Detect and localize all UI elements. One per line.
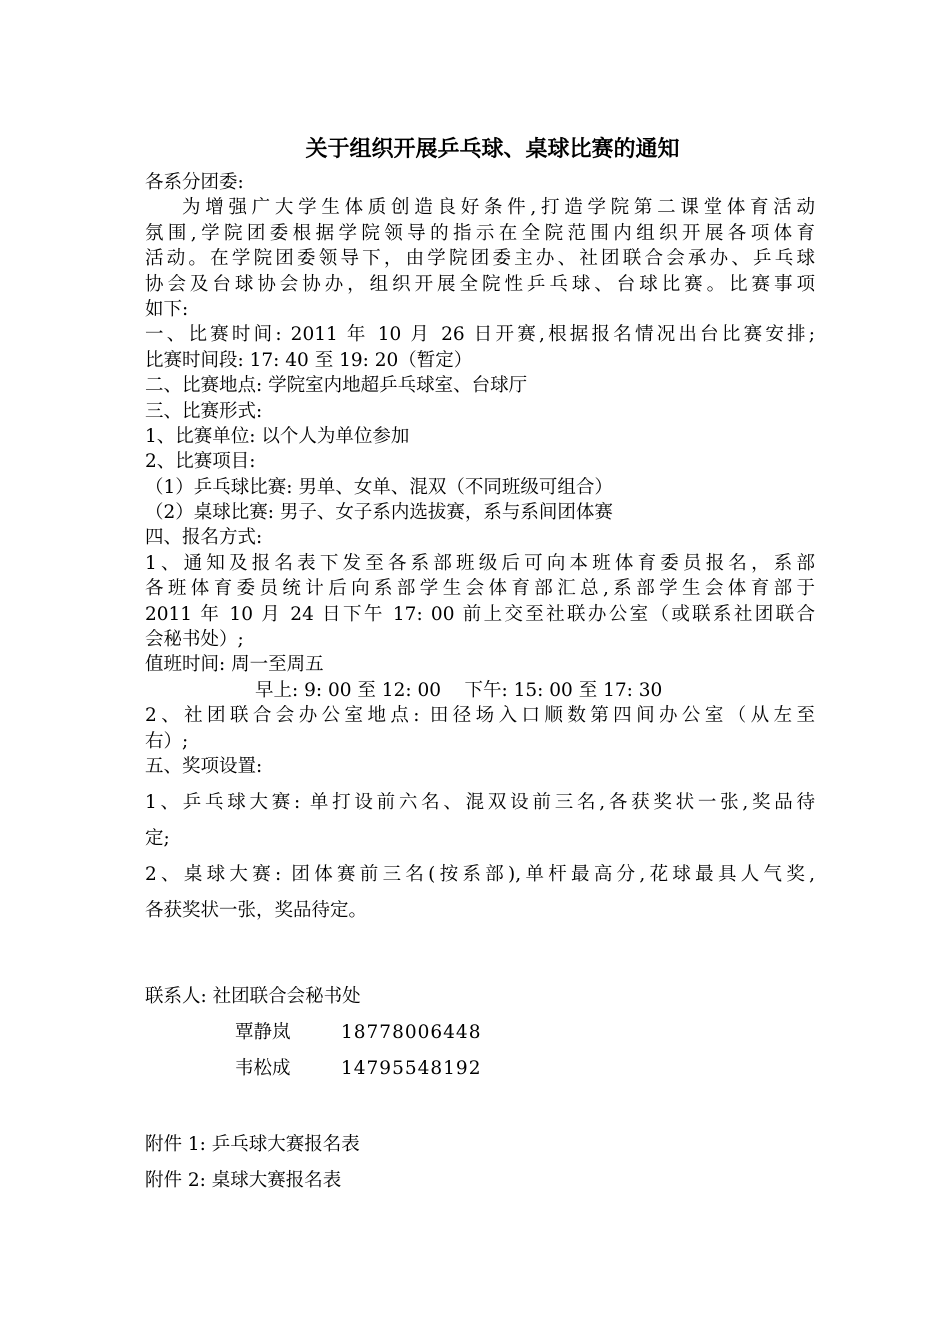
section2-location: 二、比赛地点: 学院室内地超乒乓球室、台球厅 (145, 375, 528, 397)
section5-item1-line-1: 1、乒乓球大赛: 单打设前六名、混双设前三名,各获奖状一张,奖品待 (145, 792, 815, 814)
section4-heading: 四、报名方式: (145, 527, 263, 549)
section4-item1-line-1: 1、通知及报名表下发至各系部班级后可向本班体育委员报名，系部 (145, 552, 815, 574)
attachment-2: 附件 2: 桌球大赛报名表 (145, 1170, 342, 1192)
section5-item1-line-2: 定; (145, 828, 170, 850)
section3-item-unit: 1、比赛单位: 以个人为单位参加 (145, 425, 410, 447)
contact-name: 覃静岚 (235, 1022, 291, 1044)
section3-heading: 三、比赛形式: (145, 400, 263, 422)
section4-item2-line-1: 2、社团联合会办公室地点: 田径场入口顺数第四间办公室（从左至 (145, 705, 815, 727)
contact-phone: 18778006448 (341, 1022, 482, 1044)
intro-line-5: 如下: (145, 298, 189, 320)
section4-item1-line-2: 各班体育委员统计后向系部学生会体育部汇总,系部学生会体育部于 (145, 578, 815, 600)
notice-title: 关于组织开展乒乓球、桌球比赛的通知 (305, 137, 680, 162)
duty-hours: 早上: 9: 00 至 12: 00 下午: 15: 00 至 17: 30 (255, 679, 663, 701)
attachment-1: 附件 1: 乒乓球大赛报名表 (145, 1134, 360, 1156)
intro-line-3: 活动。在学院团委领导下，由学院团委主办、社团联合会承办、乒乓球 (145, 248, 815, 270)
section3-billiards: （2）桌球比赛: 男子、女子系内选拔赛，系与系间团体赛 (145, 502, 613, 524)
intro-line-1: 为增强广大学生体质创造良好条件,打造学院第二课堂体育活动 (182, 197, 815, 219)
salutation: 各系分团委: (145, 172, 244, 193)
section4-item1-line-4: 会秘书处）; (145, 629, 244, 651)
section5-heading: 五、奖项设置: (145, 755, 263, 777)
section5-item2-line-2: 各获奖状一张，奖品待定。 (145, 900, 368, 922)
section4-item2-line-2: 右）; (145, 730, 189, 752)
contact-phone: 14795548192 (341, 1058, 482, 1080)
contact-person-1 (145, 1015, 815, 1051)
section1-period: 比赛时间段: 17: 40 至 19: 20（暂定） (145, 349, 473, 371)
contact-name: 韦松成 (235, 1058, 291, 1080)
section5-item2-line-1: 2、桌球大赛: 团体赛前三名(按系部),单杆最高分,花球最具人气奖, (145, 864, 815, 886)
section4-item1-line-3: 2011 年 10 月 24 日下午 17: 00 前上交至社联办公室（或联系社团联合 (145, 603, 815, 625)
intro-line-4: 协会及台球协会协办，组织开展全院性乒乓球、台球比赛。比赛事项 (145, 273, 815, 295)
contact-label: 联系人: 社团联合会秘书处 (145, 986, 361, 1008)
intro-line-2: 氛围,学院团委根据学院领导的指示在全院范围内组织开展各项体育 (145, 222, 815, 244)
section3-item-events: 2、比赛项目: (145, 451, 256, 473)
contact-person-2 (145, 1051, 815, 1087)
duty-days: 值班时间: 周一至周五 (145, 654, 324, 676)
section1-time: 一、比赛时间: 2011 年 10 月 26 日开赛,根据报名情况出台比赛安排; (145, 324, 815, 346)
document-body (145, 130, 815, 1199)
section3-pingpong: （1）乒乓球比赛: 男单、女单、混双（不同班级可组合） (145, 476, 613, 498)
